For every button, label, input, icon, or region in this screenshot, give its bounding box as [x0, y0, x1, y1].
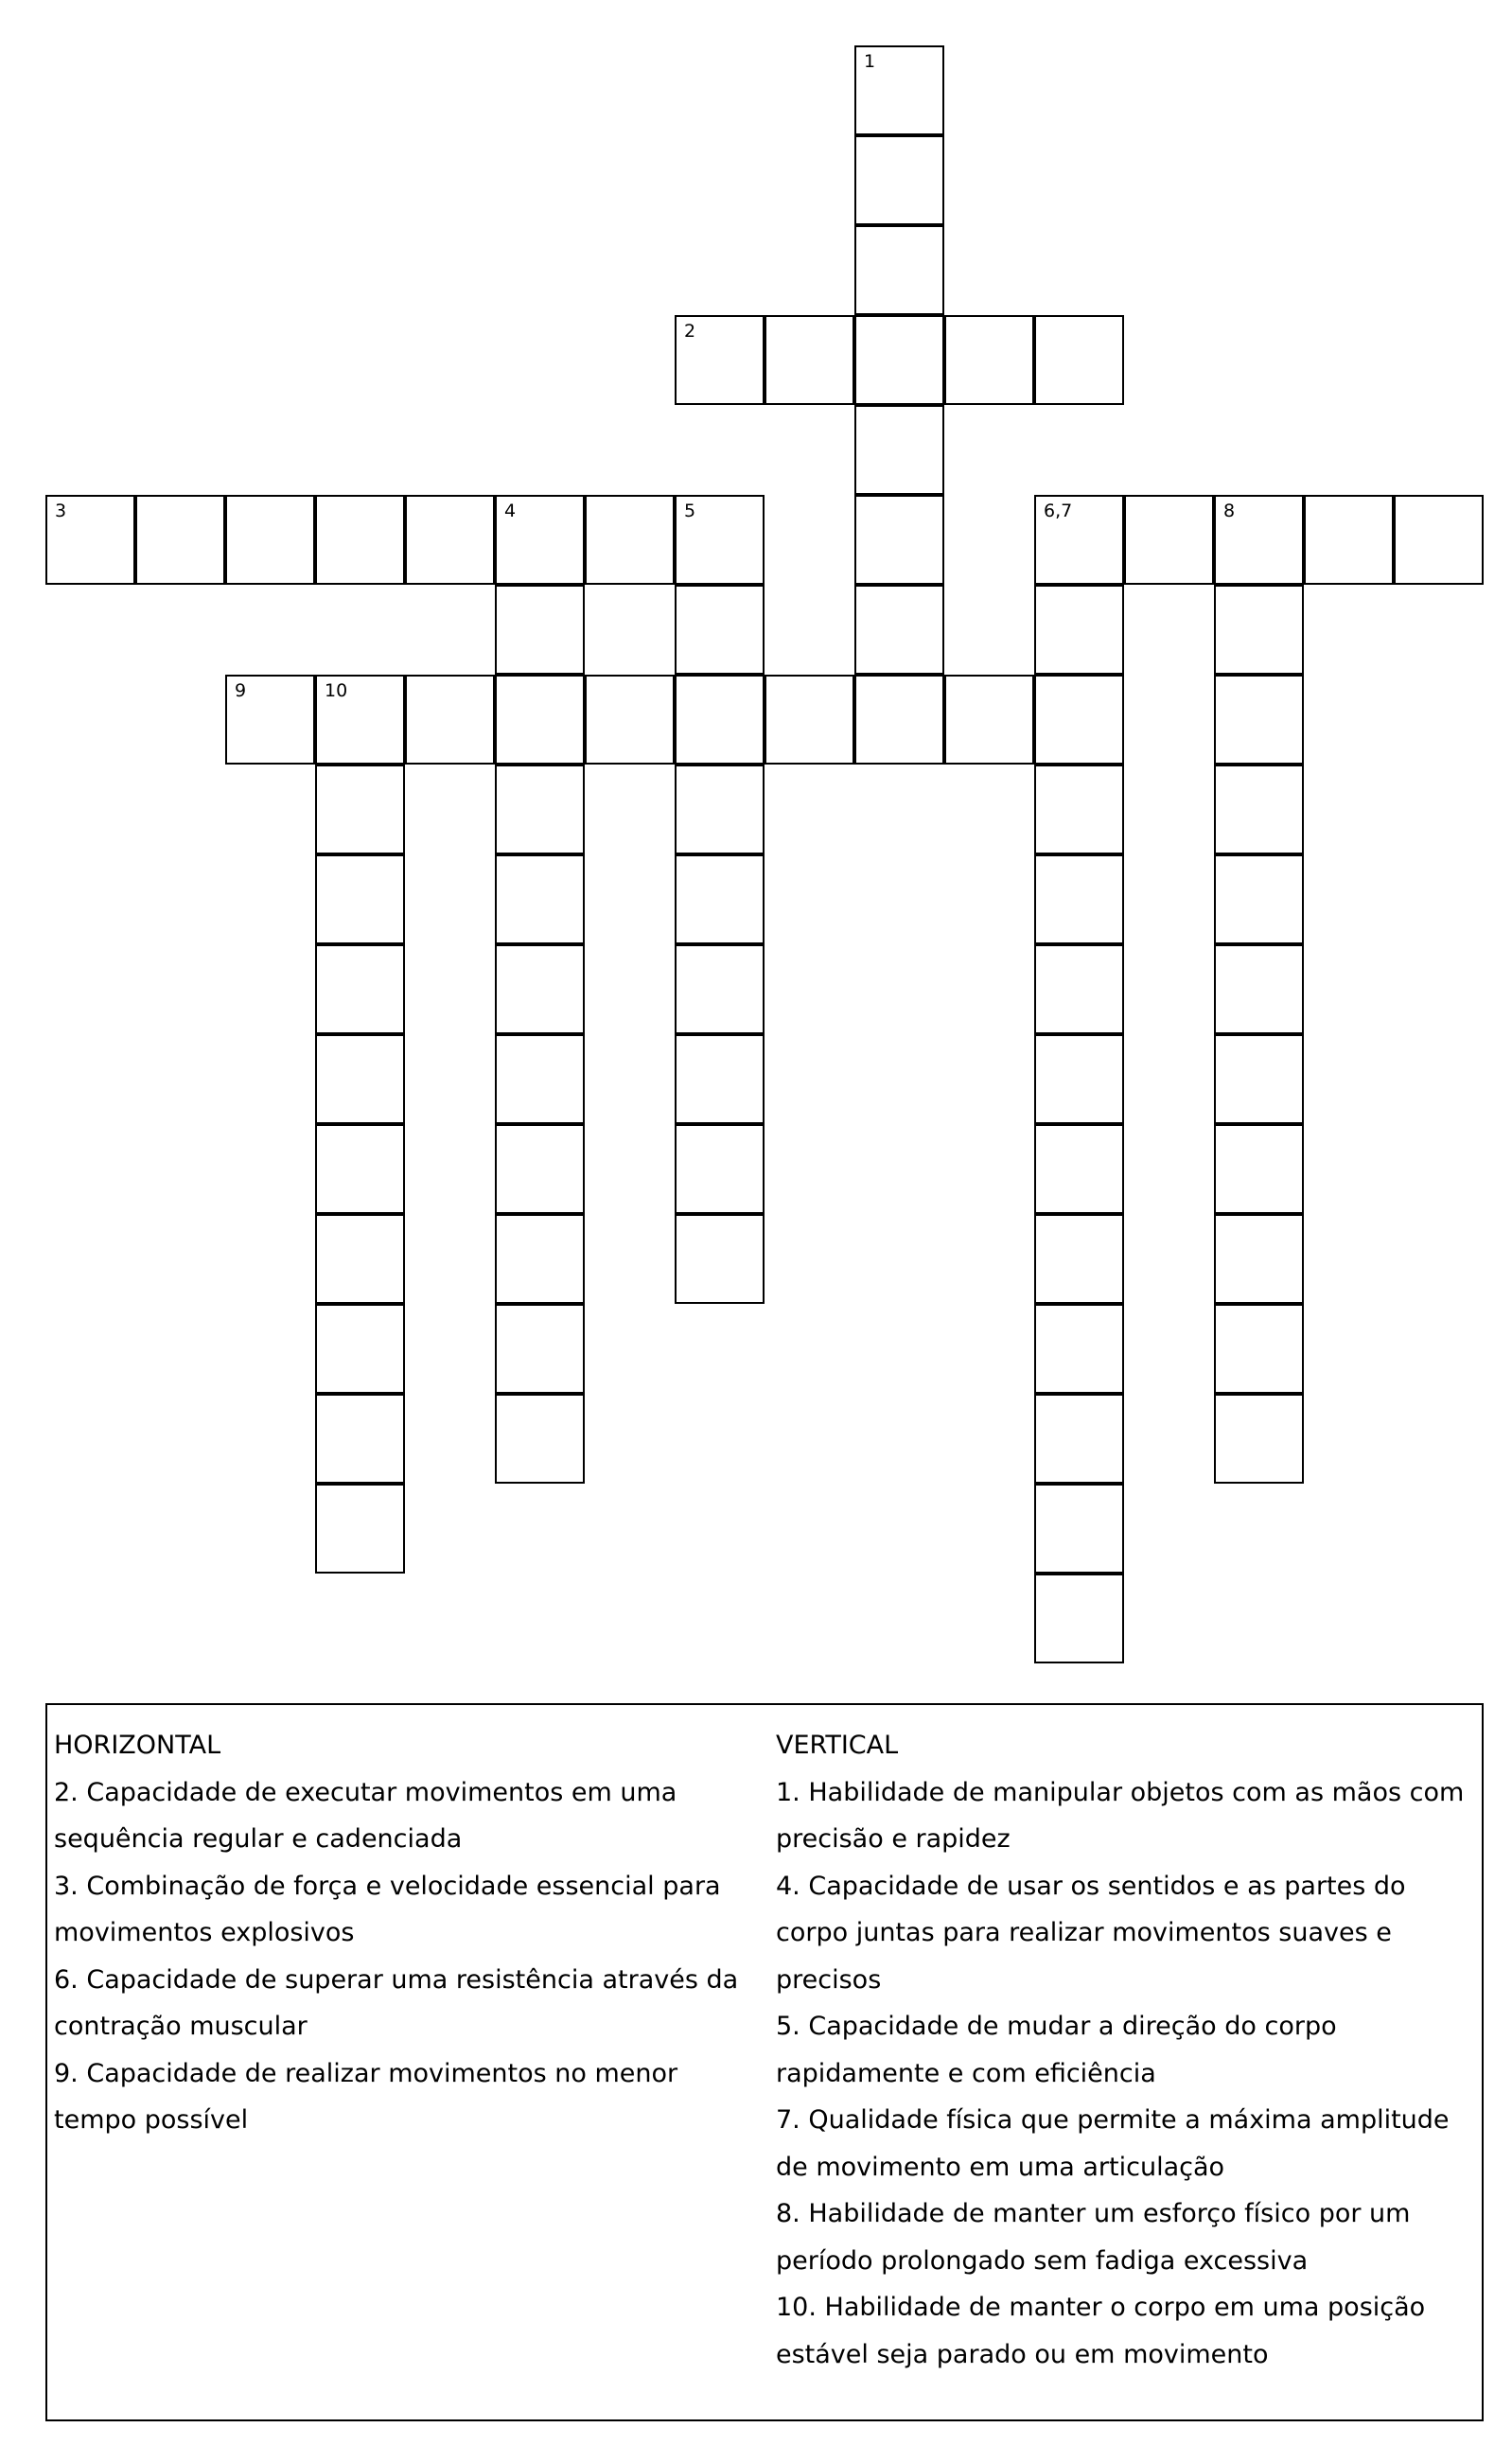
- grid-cell[interactable]: [854, 225, 944, 315]
- grid-cell[interactable]: [495, 944, 585, 1034]
- grid-cell[interactable]: [495, 765, 585, 854]
- grid-cell[interactable]: [135, 495, 225, 585]
- grid-cell[interactable]: [405, 675, 495, 765]
- clue-vertical-8: 8. Habilidade de manter um esforço físico por um período prolongado sem fadiga excessiva: [776, 2199, 1411, 2276]
- clues-box: [45, 1703, 1484, 2421]
- grid-cell[interactable]: [1034, 1214, 1124, 1304]
- grid-cell[interactable]: [495, 675, 585, 765]
- grid-cell[interactable]: [854, 675, 944, 765]
- clue-vertical-5: 5. Capacidade de mudar a direção do corpo rapidamente e com eficiência: [776, 2012, 1337, 2088]
- grid-cell[interactable]: [1034, 1304, 1124, 1394]
- grid-cell[interactable]: [1124, 495, 1214, 585]
- grid-cell[interactable]: [854, 315, 944, 405]
- clue-number: 3: [55, 501, 67, 521]
- grid-cell[interactable]: [1214, 765, 1304, 854]
- grid-cell[interactable]: [315, 675, 405, 765]
- grid-cell[interactable]: [675, 854, 765, 944]
- grid-cell[interactable]: [585, 675, 675, 765]
- grid-cell[interactable]: [1214, 1034, 1304, 1124]
- vertical-clues: [776, 1722, 1481, 2378]
- clue-number: 9: [235, 680, 247, 701]
- clue-vertical-7: 7. Qualidade física que permite a máxima amplitude de movimento em uma articulação: [776, 2105, 1450, 2182]
- grid-cell[interactable]: [315, 1034, 405, 1124]
- grid-cell[interactable]: [1214, 1214, 1304, 1304]
- grid-cell[interactable]: [495, 1034, 585, 1124]
- grid-cell[interactable]: [1034, 854, 1124, 944]
- grid-cell[interactable]: [495, 1124, 585, 1214]
- grid-cell[interactable]: [1034, 315, 1124, 405]
- grid-cell[interactable]: [45, 495, 135, 585]
- clue-vertical-1: 1. Habilidade de manipular objetos com as mãos com precisão e rapidez: [776, 1777, 1465, 1854]
- clue-horizontal-2: 2. Capacidade de executar movimentos em uma sequência regular e cadenciada: [54, 1777, 677, 1854]
- grid-cell[interactable]: [495, 1214, 585, 1304]
- grid-cell[interactable]: [765, 315, 854, 405]
- grid-cell[interactable]: [765, 675, 854, 765]
- grid-cell[interactable]: [1034, 495, 1124, 585]
- grid-cell[interactable]: [585, 495, 675, 585]
- grid-cell[interactable]: [315, 944, 405, 1034]
- clue-number: 2: [684, 321, 696, 342]
- grid-cell[interactable]: [1034, 765, 1124, 854]
- grid-cell[interactable]: [675, 1214, 765, 1304]
- horizontal-title: HORIZONTAL: [54, 1731, 221, 1760]
- grid-cell[interactable]: [675, 765, 765, 854]
- grid-cell[interactable]: [854, 135, 944, 225]
- grid-cell[interactable]: [315, 854, 405, 944]
- clue-horizontal-6: 6. Capacidade de superar uma resistência através da contração muscular: [54, 1964, 739, 2041]
- grid-cell[interactable]: [1214, 1304, 1304, 1394]
- grid-cell[interactable]: [1034, 1034, 1124, 1124]
- clue-number: 6,7: [1044, 501, 1073, 521]
- grid-cell[interactable]: [225, 495, 315, 585]
- grid-cell[interactable]: [675, 585, 765, 675]
- clue-number: 8: [1223, 501, 1236, 521]
- grid-cell[interactable]: [1214, 1124, 1304, 1214]
- grid-cell[interactable]: [675, 1034, 765, 1124]
- grid-cell[interactable]: [315, 1214, 405, 1304]
- grid-cell[interactable]: [1034, 1574, 1124, 1663]
- grid-cell[interactable]: [315, 1484, 405, 1574]
- grid-cell[interactable]: [944, 315, 1034, 405]
- clue-number: 10: [325, 680, 348, 701]
- grid-cell[interactable]: [1214, 675, 1304, 765]
- grid-cell[interactable]: [854, 585, 944, 675]
- grid-cell[interactable]: [1214, 1394, 1304, 1484]
- grid-cell[interactable]: [405, 495, 495, 585]
- grid-cell[interactable]: [315, 495, 405, 585]
- grid-cell[interactable]: [315, 765, 405, 854]
- grid-cell[interactable]: [1214, 585, 1304, 675]
- grid-cell[interactable]: [495, 585, 585, 675]
- grid-cell[interactable]: [854, 405, 944, 495]
- clue-horizontal-9: 9. Capacidade de realizar movimentos no menor tempo possível: [54, 2058, 678, 2135]
- grid-cell[interactable]: [854, 45, 944, 135]
- grid-cell[interactable]: [1034, 675, 1124, 765]
- grid-cell[interactable]: [1214, 495, 1304, 585]
- grid-cell[interactable]: [1034, 944, 1124, 1034]
- clue-number: 1: [864, 51, 876, 72]
- clue-horizontal-3: 3. Combinação de força e velocidade essencial para movimentos explosivos: [54, 1871, 721, 1947]
- clue-number: 4: [504, 501, 517, 521]
- grid-cell[interactable]: [944, 675, 1034, 765]
- grid-cell[interactable]: [1034, 585, 1124, 675]
- grid-cell[interactable]: [315, 1394, 405, 1484]
- grid-cell[interactable]: [1034, 1124, 1124, 1214]
- grid-cell[interactable]: [675, 315, 765, 405]
- grid-cell[interactable]: [495, 1394, 585, 1484]
- grid-cell[interactable]: [854, 495, 944, 585]
- grid-cell[interactable]: [1034, 1394, 1124, 1484]
- grid-cell[interactable]: [675, 495, 765, 585]
- grid-cell[interactable]: [675, 675, 765, 765]
- grid-cell[interactable]: [1034, 1484, 1124, 1574]
- grid-cell[interactable]: [315, 1124, 405, 1214]
- grid-cell[interactable]: [1304, 495, 1394, 585]
- grid-cell[interactable]: [675, 944, 765, 1034]
- grid-cell[interactable]: [675, 1124, 765, 1214]
- clue-vertical-4: 4. Capacidade de usar os sentidos e as partes do corpo juntas para realizar movimentos suaves e precisos: [776, 1871, 1406, 1995]
- grid-cell[interactable]: [495, 854, 585, 944]
- horizontal-clues: [54, 1722, 754, 2144]
- grid-cell[interactable]: [1214, 944, 1304, 1034]
- grid-cell[interactable]: [495, 1304, 585, 1394]
- grid-cell[interactable]: [1214, 854, 1304, 944]
- grid-cell[interactable]: [1394, 495, 1484, 585]
- clue-vertical-10: 10. Habilidade de manter o corpo em uma posição estável seja parado ou em movimento: [776, 2293, 1426, 2369]
- grid-cell[interactable]: [315, 1304, 405, 1394]
- vertical-title: VERTICAL: [776, 1731, 899, 1760]
- clue-number: 5: [684, 501, 696, 521]
- grid-cell[interactable]: [225, 675, 315, 765]
- grid-cell[interactable]: [495, 495, 585, 585]
